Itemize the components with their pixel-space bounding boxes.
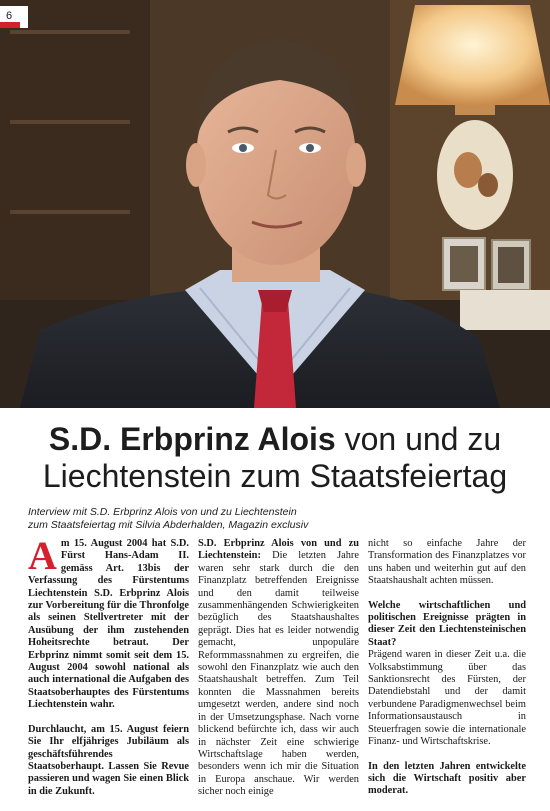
headline-line1 xyxy=(0,420,550,458)
answer-1-cont: nicht so einfache Jahre der Transformation des Finanzplatzes vor uns haben und weiterhin gut auf den Staatshaushalt achten müssen. xyxy=(368,538,526,587)
answer-1-text: Die letzten Jahre waren sehr stark durch die den Finanzplatz betreffenden Ereignisse und den damit teilweise zusammenhängenden Schwierigkeiten bezüglich des Staatshaushaltes geprägt. Dies hat es leider notwendig gemacht, unpopuläre Reformmassnahmen zu ergreifen, die sowohl den Finanzplatz wie auch den Staatshaushalt betreffen. Zum Teil konnten die Massnahmen bereits umgesetzt werden, andere sind noch in der Umsetzungsphase. Nach vorne blickend befürchte ich, dass wir auch in nächster Zeit eine schwierige Wirtschaftslage haben werden, besonders wenn ich mir die Situation in Europa anschaue. Wir werden sicher noch einige xyxy=(198,550,359,798)
intro-paragraph xyxy=(28,533,189,712)
intro-text: m 15. August 2004 hat S.D. Fürst Hans-Adam II. gemäss Art. 13bis der Verfassung des Fürstentums Liechtenstein S.D. Erbprinz Alois zur Vorbereitung für die Thronfolge als seinen Stellvertreter mit der Ausübung der ihm zustehenden Hoheitsrechte betraut. Der Erbprinz nimmt somit seit dem 15. August 2004 sowohl national als auch international die Aufgaben des Staatsoberhauptes des Fürstentums Liechtenstein wahr. xyxy=(28,538,189,711)
column-1 xyxy=(28,533,189,810)
interview-subtitle xyxy=(28,506,428,532)
page-number: 6 xyxy=(6,10,13,22)
headline-line2: Liechtenstein zum Staatsfeiertag xyxy=(42,458,508,494)
question-1-text: Durchlaucht, am 15. August feiern Sie Ihr elfjähriges Jubiläum als geschäftsführendes Staatsoberhaupt. Lassen Sie Revue passieren und wagen Sie einen Blick in die Zukunft. xyxy=(28,723,189,797)
column-3 xyxy=(368,538,526,810)
question-2 xyxy=(368,600,526,650)
subtitle-line1: Interview mit S.D. Erbprinz Alois von und zu Liechtenstein xyxy=(28,506,297,518)
drop-cap: A xyxy=(28,533,57,578)
question-3 xyxy=(368,761,526,798)
red-marker xyxy=(0,22,20,28)
question-1 xyxy=(28,724,189,798)
answer-1 xyxy=(198,538,359,799)
headline-line1-rest: von und zu xyxy=(335,421,502,457)
column-2 xyxy=(198,538,359,811)
question-2-text: Welche wirtschaftlichen und politischen Ereignisse prägten in dieser Zeit den Liechtensteinischen Staat? xyxy=(368,599,526,648)
answer-2: Prägend waren in dieser Zeit u.a. die Volksabstimmung über das Sanktionsrecht des Fürsten, der Datendiebstahl und der damit verbundene Paradigmenwechsel beim Informationsaustausch in Steuerfragen sowie die internationale Finanz- und Wirtschaftskrise. xyxy=(368,649,526,748)
speaker-label: S.D. Erbprinz Alois von und zu Liechtenstein: xyxy=(198,538,359,562)
subtitle-line2: zum Staatsfeiertag mit Silvia Abderhalden, Magazin exclusiv xyxy=(28,519,309,531)
question-3-text: In den letzten Jahren entwickelte sich die Wirtschaft positiv aber moderat. xyxy=(368,760,526,797)
headline-name: S.D. Erbprinz Alois xyxy=(48,421,336,457)
